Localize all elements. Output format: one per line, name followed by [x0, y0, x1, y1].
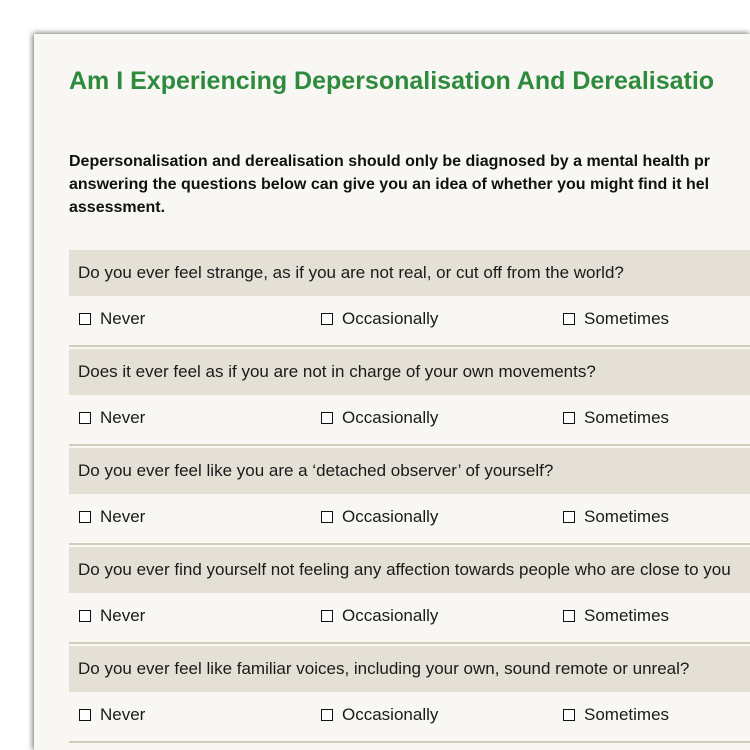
checkbox[interactable]: [321, 412, 333, 424]
option-label: Occasionally: [342, 606, 439, 625]
option-label: Sometimes: [584, 408, 670, 427]
answer-options: [69, 692, 750, 741]
checkbox[interactable]: [79, 610, 91, 622]
intro-line-1: Depersonalisation and derealisation should only be diagnosed by a mental health pr: [69, 153, 711, 170]
answer-option-never[interactable]: [79, 507, 145, 527]
question-text: Do you ever feel like you are a ‘detached observer’ of yourself?: [69, 448, 750, 494]
checkbox[interactable]: [321, 709, 333, 721]
question-text: Do you ever feel like familiar voices, including your own, sound remote or unreal?: [69, 646, 750, 692]
option-label: Occasionally: [342, 705, 439, 724]
divider: [69, 741, 750, 743]
answer-option-sometimes[interactable]: [563, 309, 669, 329]
answer-options: [69, 593, 750, 642]
answer-option-never[interactable]: [79, 408, 145, 428]
answer-option-never[interactable]: [79, 606, 145, 626]
divider: [69, 444, 750, 446]
answer-option-occasionally[interactable]: [321, 507, 438, 527]
option-label: Never: [100, 309, 146, 328]
question-text: Do you ever feel strange, as if you are not real, or cut off from the world?: [69, 250, 750, 296]
intro-line-2: answering the questions below can give you an idea of whether you might find it hel: [69, 176, 710, 193]
checkbox[interactable]: [563, 709, 575, 721]
option-label: Sometimes: [584, 606, 670, 625]
option-label: Never: [100, 507, 146, 526]
option-label: Sometimes: [584, 309, 670, 328]
option-label: Occasionally: [342, 309, 439, 328]
answer-options: [69, 395, 750, 444]
checkbox[interactable]: [321, 511, 333, 523]
answer-option-never[interactable]: [79, 309, 145, 329]
page-title: Am I Experiencing Depersonalisation And Derealisatio: [69, 67, 715, 95]
option-label: Never: [100, 606, 146, 625]
checkbox[interactable]: [79, 313, 91, 325]
answer-option-occasionally[interactable]: [321, 408, 438, 428]
checkbox[interactable]: [563, 511, 575, 523]
option-label: Never: [100, 408, 146, 427]
checkbox[interactable]: [321, 610, 333, 622]
checkbox[interactable]: [321, 313, 333, 325]
question-block: [69, 646, 750, 745]
option-label: Sometimes: [584, 507, 670, 526]
question-text: Does it ever feel as if you are not in charge of your own movements?: [69, 349, 750, 395]
answer-option-occasionally[interactable]: [321, 705, 438, 725]
answer-options: [69, 296, 750, 345]
answer-option-occasionally[interactable]: [321, 309, 438, 329]
answer-option-sometimes[interactable]: [563, 408, 669, 428]
question-block: [69, 349, 750, 448]
divider: [69, 543, 750, 545]
question-block: [69, 448, 750, 547]
question-block: [69, 547, 750, 646]
divider: [69, 642, 750, 644]
question-list: [69, 250, 750, 745]
answer-option-sometimes[interactable]: [563, 705, 669, 725]
answer-option-occasionally[interactable]: [321, 606, 438, 626]
checkbox[interactable]: [563, 313, 575, 325]
divider: [69, 345, 750, 347]
checkbox[interactable]: [563, 412, 575, 424]
question-text: Do you ever find yourself not feeling any affection towards people who are close to you: [69, 547, 750, 593]
answer-option-sometimes[interactable]: [563, 507, 669, 527]
option-label: Occasionally: [342, 507, 439, 526]
question-block: [69, 250, 750, 349]
answer-option-sometimes[interactable]: [563, 606, 669, 626]
option-label: Never: [100, 705, 146, 724]
answer-option-never[interactable]: [79, 705, 145, 725]
option-label: Sometimes: [584, 705, 670, 724]
questionnaire-sheet: [34, 34, 750, 750]
checkbox[interactable]: [563, 610, 575, 622]
intro-line-3: assessment.: [69, 199, 166, 216]
option-label: Occasionally: [342, 408, 439, 427]
answer-options: [69, 494, 750, 543]
checkbox[interactable]: [79, 709, 91, 721]
intro-text: [69, 150, 750, 219]
checkbox[interactable]: [79, 412, 91, 424]
checkbox[interactable]: [79, 511, 91, 523]
